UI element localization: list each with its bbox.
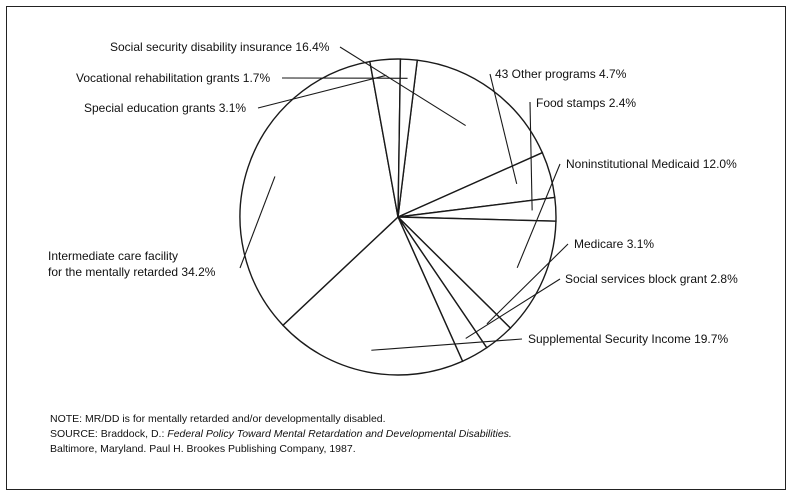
source-publisher-line: Baltimore, Maryland. Paul H. Brookes Publishing Company, 1987. bbox=[50, 443, 356, 455]
label-icf-line2: for the mentally retarded 34.2% bbox=[48, 265, 216, 279]
label-vocational: Vocational rehabilitation grants 1.7% bbox=[76, 71, 271, 85]
notes-block bbox=[50, 412, 750, 457]
label-social-services: Social services block grant 2.8% bbox=[565, 272, 738, 286]
label-ssi: Supplemental Security Income 19.7% bbox=[528, 332, 729, 346]
label-noninstitutional-medicaid: Noninstitutional Medicaid 12.0% bbox=[566, 157, 737, 171]
label-ssdi: Social security disability insurance 16.4% bbox=[110, 40, 330, 54]
label-food-stamps: Food stamps 2.4% bbox=[536, 96, 637, 110]
source-prefix: SOURCE: Braddock, D.: bbox=[50, 428, 168, 440]
source-line bbox=[50, 427, 750, 442]
pie-slices bbox=[240, 59, 556, 375]
label-medicare: Medicare 3.1% bbox=[574, 237, 655, 251]
label-special-education: Special education grants 3.1% bbox=[84, 101, 247, 115]
note-line: NOTE: MR/DD is for mentally retarded and/or developmentally disabled. bbox=[50, 413, 386, 425]
label-icf-line1: Intermediate care facility bbox=[48, 249, 179, 263]
source-title: Federal Policy Toward Mental Retardation and Developmental Disabilities. bbox=[167, 428, 512, 440]
label-other-programs: 43 Other programs 4.7% bbox=[495, 67, 627, 81]
